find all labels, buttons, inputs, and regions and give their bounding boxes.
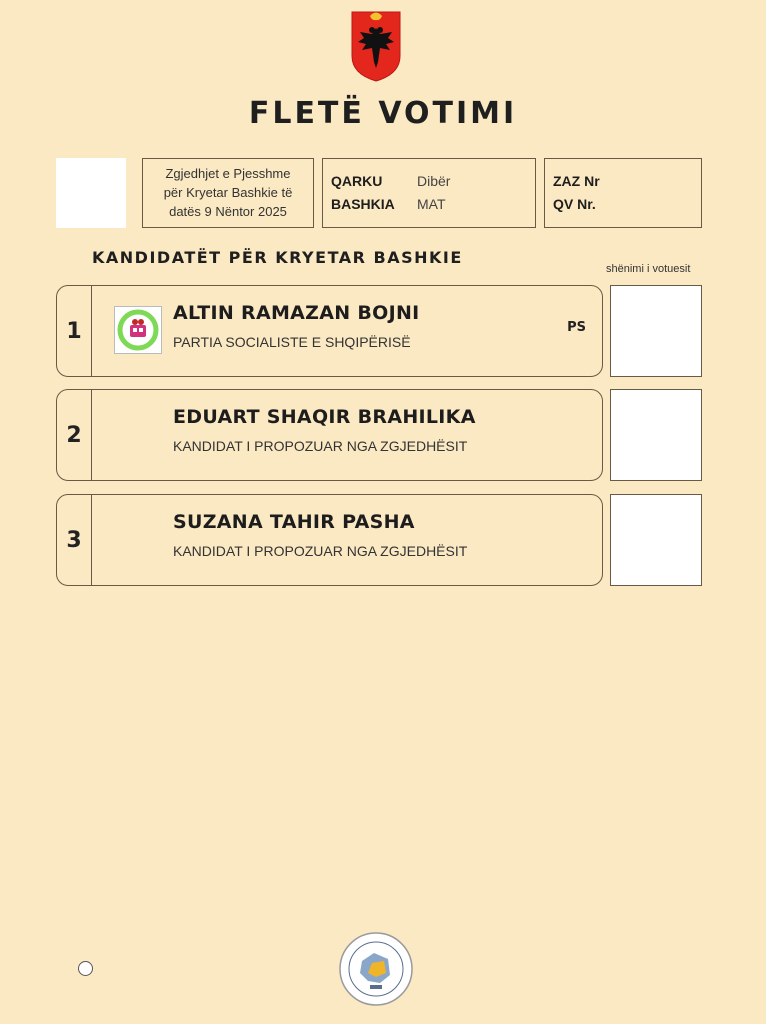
polling-ids-box (544, 158, 702, 228)
candidate-row-2 (56, 389, 603, 481)
barcode-placeholder (56, 158, 126, 228)
bashkia-value: MAT (417, 196, 446, 212)
region-info-box (322, 158, 536, 228)
candidate-party: KANDIDAT I PROPOZUAR NGA ZGJEDHËSIT (173, 543, 468, 559)
zaz-label: ZAZ Nr (553, 173, 600, 189)
election-line-3: datës 9 Nëntor 2025 (169, 204, 287, 219)
candidate-number: 1 (57, 286, 92, 376)
election-info-box (142, 158, 314, 228)
candidate-row-1 (56, 285, 603, 377)
candidate-party: PARTIA SOCIALISTE E SHQIPËRISË (173, 334, 411, 350)
punch-hole (78, 961, 93, 976)
candidate-name: SUZANA TAHIR PASHA (173, 511, 415, 533)
candidate-name: ALTIN RAMAZAN BOJNI (173, 302, 420, 324)
candidate-row-3 (56, 494, 603, 586)
candidate-name: EDUART SHAQIR BRAHILIKA (173, 406, 476, 428)
vote-box-2[interactable] (610, 389, 702, 481)
qv-label: QV Nr. (553, 196, 596, 212)
ps-party-logo-icon (114, 306, 162, 354)
voter-mark-label: shënimi i votuesit (606, 263, 691, 275)
central-election-commission-seal-icon (338, 931, 414, 1007)
party-abbreviation: PS (567, 320, 586, 335)
albanian-eagle-emblem-icon (350, 6, 402, 82)
qarku-label: QARKU (331, 173, 383, 189)
candidate-number: 2 (57, 390, 92, 480)
vote-box-1[interactable] (610, 285, 702, 377)
election-line-1: Zgjedhjet e Pjesshme (165, 166, 291, 181)
election-line-2: për Kryetar Bashkie të (163, 185, 293, 200)
candidates-heading: KANDIDATËT PËR KRYETAR BASHKIE (92, 248, 463, 267)
qarku-value: Dibër (417, 173, 451, 189)
vote-box-3[interactable] (610, 494, 702, 586)
candidate-party: KANDIDAT I PROPOZUAR NGA ZGJEDHËSIT (173, 438, 468, 454)
bashkia-label: BASHKIA (331, 196, 395, 212)
candidate-number: 3 (57, 495, 92, 585)
ballot-title: FLETË VOTIMI (248, 96, 518, 131)
